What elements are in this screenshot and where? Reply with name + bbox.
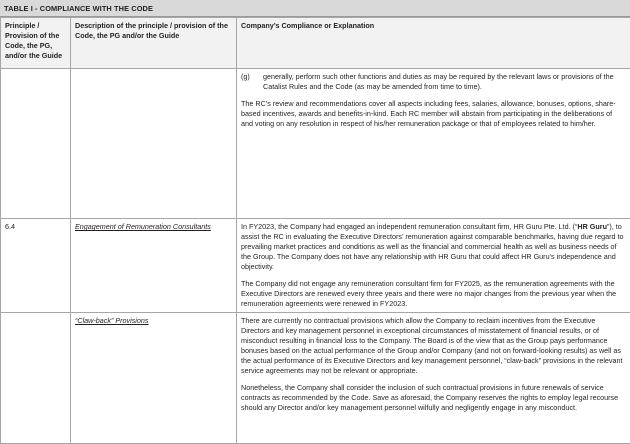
text-run: In FY2023, the Company had engaged an independent remuneration consultant firm, HR Guru Pte. Ltd. (“	[241, 222, 577, 231]
compliance-table	[0, 17, 630, 444]
topic-label: “Claw-back” Provisions	[75, 316, 232, 326]
row-topic	[71, 219, 237, 313]
row-topic	[71, 313, 237, 444]
table-title: TABLE I - COMPLIANCE WITH THE CODE	[0, 0, 630, 17]
row-number	[1, 69, 71, 219]
paragraph: Nonetheless, the Company shall consider the inclusion of such contractual provisions in future renewals of service contracts as recommended by the Code. Save as aforesaid, the Company reserves the rights to employ legal recourse should any Director and/or key management personnel wilfully and negligently engage in any misconduct.	[241, 383, 626, 413]
topic-label: Engagement of Remuneration Consultants	[75, 222, 232, 232]
paragraph: The Company did not engage any remuneration consultant firm for FY2025, as the remuneration agreements with the Executive Directors are renewed every three years and there were no major changes from the previous year when the remuneration agreements were renewed in FY2023.	[241, 279, 626, 309]
row-compliance	[237, 313, 630, 444]
header-principle: Principle / Provision of the Code, the PG, and/or the Guide	[1, 18, 71, 69]
row-number: 6.4	[1, 219, 71, 313]
row-topic	[71, 69, 237, 219]
subitem	[241, 72, 626, 92]
table-row	[1, 69, 630, 219]
table-row	[1, 313, 630, 444]
subitem-text: generally, perform such other functions and duties as may be required by the relevant laws or provisions of the Catalist Rules and the Code (as may be amended from time to time).	[263, 72, 626, 92]
subitem-marker: (g)	[241, 72, 263, 92]
paragraph	[241, 222, 626, 272]
row-compliance	[237, 219, 630, 313]
row-compliance	[237, 69, 630, 219]
header-description: Description of the principle / provision of the Code, the PG and/or the Guide	[71, 18, 237, 69]
table-row	[1, 219, 630, 313]
text-run: ”), to assist the RC in evaluating the Executive Directors’ remuneration against comparable benchmarks, having due regard to prevailing market practices and conditions as well as the financial and commercial health as well as business needs of the Group. The Company does not have any relationship with HR Guru that could affect HR Guru’s independence and objectivity.	[241, 222, 623, 271]
row-number	[1, 313, 71, 444]
paragraph: The RC’s review and recommendations cover all aspects including fees, salaries, allowance, bonuses, options, share-based incentives, awards and benefits-in-kind. Each RC member will abstain from participating in the deliberations of and voting on any resolution in respect of his/her remuneration package or that of employees related to him/her.	[241, 99, 626, 129]
paragraph: There are currently no contractual provisions which allow the Company to reclaim incentives from the Executive Directors and key management personnel in exceptional circumstances of misstatement of financial results, or of misconduct resulting in financial loss to the Company. The Board is of the view that as the Group pays performance bonuses based on the actual performance of the Group and/or Company (and not on forward-looking results) as well as the actual performance of its Executive Directors and key management personnel, “claw-back” provisions in the relevant service agreements may not be relevant or appropriate.	[241, 316, 626, 376]
table-header-row	[1, 18, 630, 69]
header-compliance: Company’s Compliance or Explanation	[237, 18, 630, 69]
bold-term: HR Guru	[577, 222, 607, 231]
